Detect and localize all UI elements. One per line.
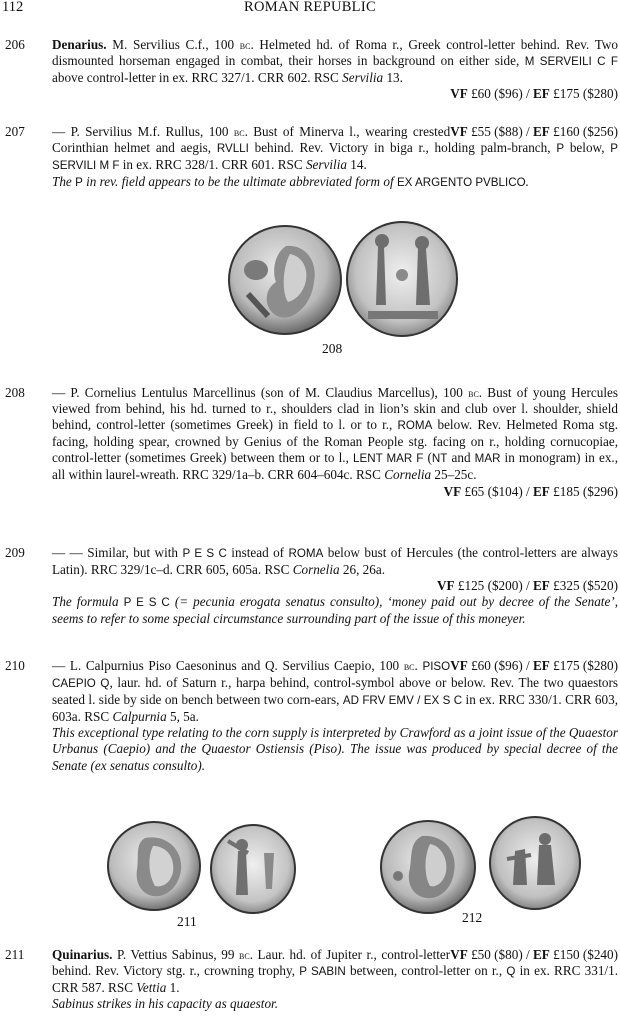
entry-body (52, 385, 618, 500)
text-run: — P. Cornelius Lentulus Marcellinus (son of M. Claudius Marcellus), 100 (52, 385, 469, 400)
grade-label: EF (533, 947, 550, 962)
price-valuation: VF £125 ($200) / EF £325 ($520) (437, 578, 618, 594)
price-valuation: VF £60 ($96) / EF £175 ($280) (450, 658, 618, 673)
text-run: — P. Servilius M.f. Rullus, 100 (52, 124, 234, 139)
legend-text: RVLLI (216, 142, 249, 156)
entry-valuation (52, 578, 618, 594)
grade-label: EF (533, 578, 550, 594)
text-run: Quinarius. (52, 947, 113, 962)
text-run: . (414, 658, 423, 673)
text-run: . Helmeted hd. of Roma r., Greek control-letter behind. Rev. Two dismounted horseman engaged in combat, their horses in background on either side, (52, 37, 618, 69)
price-value: £185 ($296) (553, 483, 618, 499)
legend-text: P SABIN (299, 965, 346, 979)
price-value: £175 ($280) (553, 658, 618, 673)
running-title: ROMAN REPUBLIC (244, 0, 376, 15)
text-run: bc (239, 948, 250, 962)
figure-caption-208: 208 (322, 341, 343, 356)
price-value: £175 ($280) (553, 86, 618, 102)
entry-number: 211 (5, 947, 25, 962)
text-run: 26, 26a. (339, 562, 385, 578)
text-run: in monogram) in ex., all within laurel-wreath. RRC 329/1a–b. CRR 604–604c. RSC (52, 450, 619, 483)
entry-note (52, 996, 618, 1012)
text-run: Calpurnia (112, 709, 167, 725)
grade-label: VF (443, 483, 462, 499)
grade-label: VF (437, 578, 455, 594)
text-run: (= pecunia erogata senatus consulto), ‘money paid out by decree of the Senate’, seems to refer to some special circumstance surrounding part of the issue of this moneyer. (52, 594, 618, 627)
grade-label: VF (450, 86, 468, 102)
grade-label: VF (450, 124, 468, 139)
text-run: 13. (383, 70, 403, 86)
text-run: This exceptional type relating to the corn supply is interpreted by Crawford as a joint issue of the Quaestor Urbanus (Caepio) and the Quaestor Ostiensis (Piso). The issue was produced by special decree of the Senate (ex senatus consulto). (52, 725, 618, 773)
legend-text: PISO CAEPIO Q (52, 660, 451, 691)
entry-number: 208 (5, 385, 25, 400)
text-run: , laur. hd. of Saturn r., harpa behind, control-symbol above or below. Rev. The two quaestors seated l. side by side on bench between two corn-ears, (52, 675, 618, 708)
text-run: Servilia (342, 70, 384, 86)
entry-body (52, 658, 618, 774)
text-run: below. Rev. Helmeted Roma stg. facing, holding spear, crowned by Genius of the Roman People stg. facing on r., holding cornucopiae, control-letter (sometimes Greek) between them or to l., (52, 417, 618, 466)
entry-body (52, 545, 618, 627)
grade-label: EF (533, 658, 550, 673)
legend-text: P E S C (182, 547, 227, 560)
text-run: Cornelia (292, 562, 340, 578)
coin-212-obverse-image (378, 818, 478, 916)
text-run: between, control-letter on r., (345, 963, 507, 979)
legend-text: LENT MAR F (353, 452, 424, 466)
text-run: — — Similar, but with (52, 545, 183, 560)
entry-description (52, 947, 618, 996)
text-run: in ex. RRC 331/1. CRR 587. RSC (52, 963, 618, 996)
entry-valuation (52, 86, 618, 102)
text-run: Cornelia (384, 467, 432, 483)
entry-description (52, 37, 618, 86)
text-run: Sabinus strikes in his capacity as quaestor. (52, 996, 279, 1012)
text-run: ( (423, 450, 432, 466)
entry-note (52, 174, 618, 191)
text-run: — L. Calpurnius Piso Caesoninus and Q. Servilius Caepio, 100 (52, 658, 404, 673)
entry-description (52, 658, 618, 725)
text-run: in ex. RRC 330/1. CRR 603, 603a. RSC (52, 692, 619, 725)
text-run: bc (403, 659, 415, 673)
price-valuation: VF £65 ($104) / EF £185 ($296) (443, 483, 618, 499)
legend-text: NT (431, 452, 448, 466)
entry-body (52, 124, 618, 191)
coin-212-reverse-image (487, 815, 583, 911)
legend-text: Q (506, 965, 516, 979)
text-run: 5, 5a. (166, 709, 199, 725)
coin-208-obverse-image (226, 224, 344, 336)
text-run: 25–25c. (431, 467, 477, 483)
page-header (0, 0, 620, 18)
entry-body (52, 37, 618, 102)
legend-text: ROMA (288, 547, 324, 560)
legend-text: EX ARGENTO PVBLICO (396, 176, 526, 190)
price-value: £50 ($80) (471, 947, 523, 962)
entry-note (52, 725, 618, 773)
text-run: bc (239, 38, 251, 52)
entry-number: 207 (5, 124, 25, 139)
figure-caption-211: 211 (177, 914, 197, 929)
price-value: £65 ($104) (464, 483, 523, 499)
price-value: £60 ($96) (471, 658, 523, 673)
text-run: bc (233, 125, 245, 139)
text-run: 1. (166, 980, 180, 996)
text-run: in rev. field appears to be the ultimate abbreviated form of (82, 174, 397, 190)
coin-208-reverse-image (344, 219, 460, 339)
text-run: Servilia (305, 157, 347, 173)
text-run: The formula (52, 594, 124, 610)
entry-description (52, 385, 618, 484)
text-run: instead of (226, 545, 289, 560)
text-run: M. Servilius C.f., 100 (106, 37, 240, 52)
entry-note (52, 594, 618, 627)
text-run: . Laur. hd. of Jupiter r., control-letter behind. Rev. Victory stg. r., crowning trophy, (52, 947, 451, 979)
text-run: . Bust of young Hercules viewed from behind, his hd. turned to r., shoulders clad in lion’s skin and club over l. shoulder, shield behind, control-letter (sometimes Greek) in field to l. or to r., (52, 385, 618, 433)
entry-description (52, 124, 618, 174)
text-run: bc (468, 386, 479, 400)
entry-body (52, 947, 618, 1012)
legend-text: P (75, 176, 83, 190)
entry-valuation (52, 484, 618, 500)
figure-caption-212: 212 (462, 910, 483, 925)
legend-text: P (556, 142, 565, 156)
entry-number: 206 (5, 37, 25, 52)
price-value: £325 ($520) (553, 578, 618, 594)
text-run: below, (564, 140, 611, 156)
text-run: Denarius. (52, 37, 107, 52)
price-valuation: VF £60 ($96) / EF £175 ($280) (450, 86, 618, 102)
text-run: and (447, 450, 475, 466)
legend-text: P E S C (123, 596, 170, 610)
text-run: Vettia (136, 980, 167, 996)
text-run: behind. Rev. Victory in biga r., holding palm-branch, (248, 140, 557, 156)
entry-number: 209 (5, 545, 25, 560)
text-run: The (52, 174, 76, 190)
price-value: £160 ($256) (553, 124, 618, 139)
price-value: £150 ($240) (553, 947, 618, 962)
text-run: in ex. RRC 328/1. CRR 601. RSC (119, 157, 306, 173)
text-run: P. Vettius Sabinus, 99 (112, 947, 240, 962)
entry-number: 210 (5, 658, 25, 673)
price-valuation: VF £50 ($80) / EF £150 ($240) (450, 947, 618, 962)
text-run: . Bust of Minerva l., wearing crested Corinthian helmet and aegis, (52, 124, 451, 156)
page-number: 112 (2, 0, 24, 15)
legend-text: AD FRV EMV / EX S C (342, 694, 463, 708)
grade-label: EF (533, 86, 550, 102)
price-valuation: VF £55 ($88) / EF £160 ($256) (450, 124, 618, 139)
price-value: £60 ($96) (471, 86, 523, 102)
legend-text: ROMA (397, 419, 433, 433)
grade-label: VF (450, 658, 468, 673)
text-run: below bust of Hercules (the control-letters are always Latin). RRC 329/1c–d. CRR 605, 605a. RSC (52, 545, 618, 578)
grade-label: VF (450, 947, 468, 962)
coin-211-reverse-image (208, 823, 298, 915)
legend-text: P SERVILI M F (52, 142, 619, 173)
coin-211-obverse-image (105, 820, 203, 912)
grade-label: EF (533, 124, 550, 139)
text-run: 14. (346, 157, 367, 173)
price-value: £55 ($88) (471, 124, 523, 139)
grade-label: EF (533, 483, 550, 499)
legend-text: M SERVEILI C F (524, 55, 618, 69)
entry-description (52, 545, 618, 578)
text-run: above control-letter in ex. RRC 327/1. CRR 602. RSC (52, 70, 343, 86)
text-run: . (525, 174, 529, 190)
legend-text: MAR (474, 452, 501, 466)
price-value: £125 ($200) (457, 578, 523, 594)
